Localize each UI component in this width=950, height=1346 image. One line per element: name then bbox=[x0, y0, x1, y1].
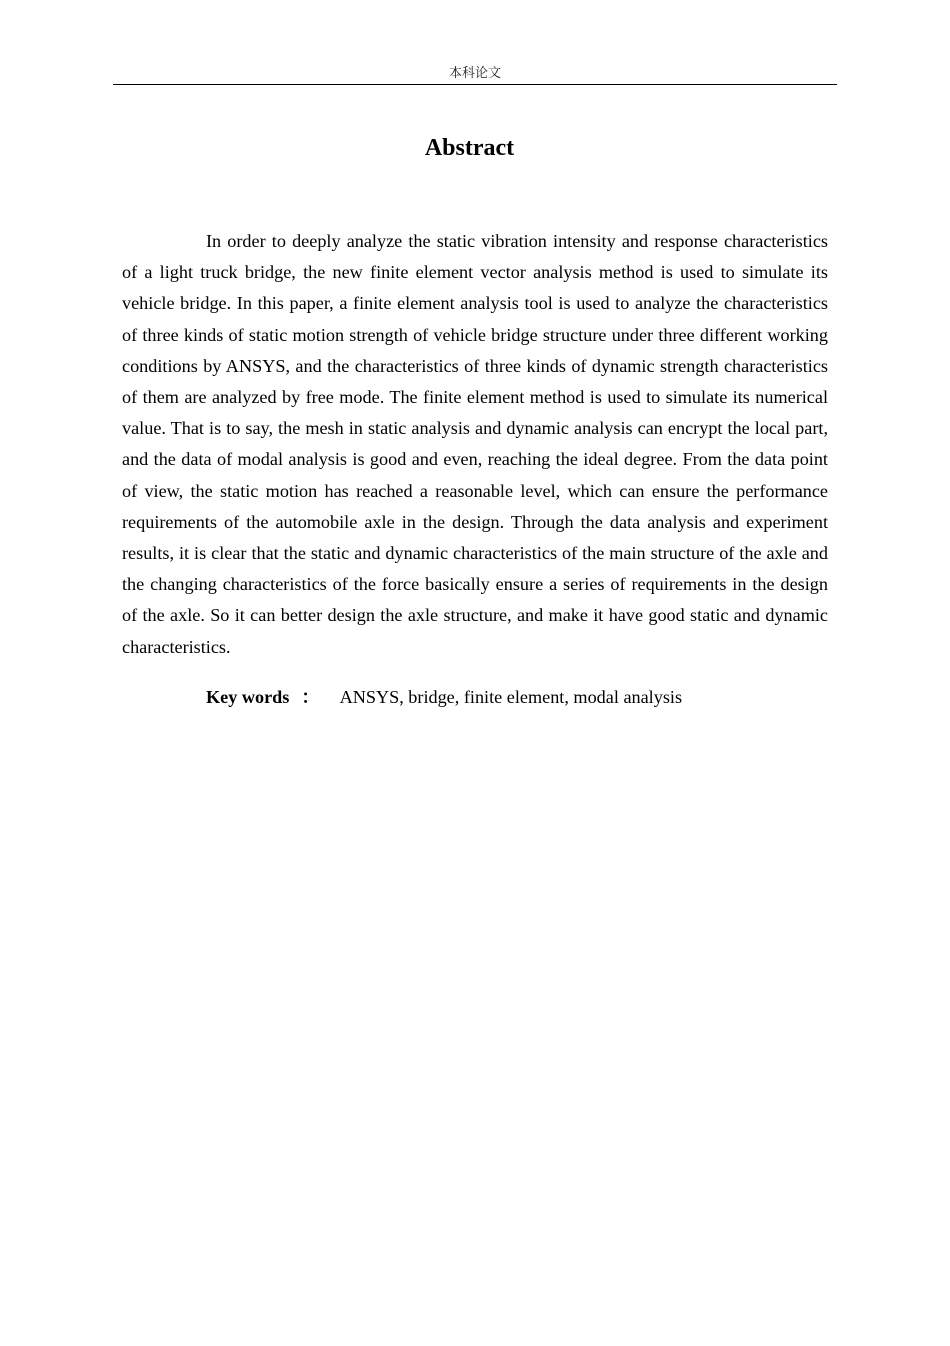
keywords-label: Key words bbox=[206, 687, 290, 707]
header-divider bbox=[113, 84, 837, 85]
keywords-value: ANSYS, bridge, finite element, modal analysis bbox=[339, 687, 683, 707]
abstract-paragraph: In order to deeply analyze the static vibration intensity and response characteristics of a light truck bridge, the new finite element vector analysis method is used to simulate its vehicle bridge. In this paper, a finite element analysis tool is used to analyze the characteristics of three kinds of static motion strength of vehicle bridge structure under three different working conditions by ANSYS, and the characteristics of three kinds of dynamic strength characteristics of them are analyzed by free mode. The finite element method is used to simulate its numerical value. That is to say, the mesh in static analysis and dynamic analysis can encrypt the local part, and the data of modal analysis is good and even, reaching the ideal degree. From the data point of view, the static motion has reached a reasonable level, which can ensure the performance requirements of the automobile axle in the design. Through the data analysis and experiment results, it is clear that the static and dynamic characteristics of the main structure of the axle and the changing characteristics of the force basically ensure a series of requirements in the design of the axle. So it can better design the axle structure, and make it have good static and dynamic characteristics. bbox=[122, 231, 828, 657]
keywords-separator: ： bbox=[301, 687, 320, 707]
keywords-line bbox=[206, 683, 826, 711]
abstract-title: Abstract bbox=[424, 135, 515, 161]
running-header: 本科论文 bbox=[448, 66, 501, 81]
